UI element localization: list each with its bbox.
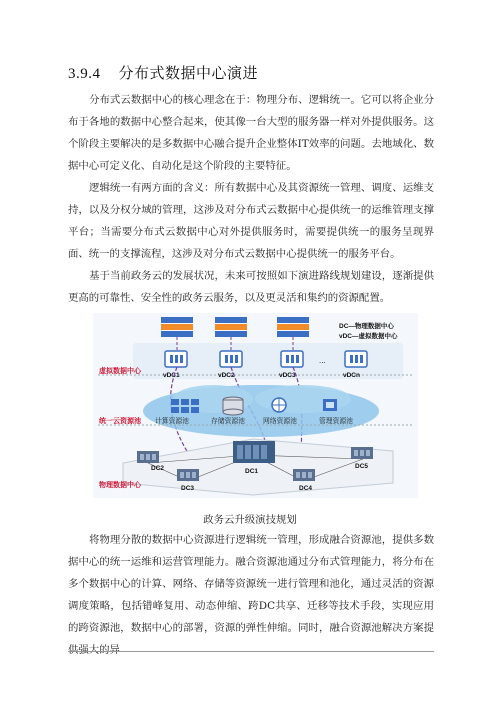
figure-caption: 政务云升级演技规划: [203, 514, 297, 526]
dc1-building: [233, 441, 275, 463]
dc-label-5: DC5: [355, 463, 369, 470]
vdc-label-n: vDCn: [343, 372, 360, 379]
layer-label-virtual: 虚拟数据中心: [99, 368, 141, 375]
pool-label-compute: 计算资源池: [155, 418, 189, 425]
server-stack-2: [215, 317, 247, 337]
management-pool-icon: [323, 399, 337, 411]
dc3-building: [177, 469, 199, 481]
dc2-building: [137, 451, 159, 463]
dc-label-4: DC4: [299, 485, 313, 492]
dc4-building: [293, 469, 315, 481]
vdc-icon-n: [345, 351, 367, 367]
legend-virtual: vDC—虚拟数据中心: [339, 333, 398, 340]
layer-label-physical: 物理数据中心: [99, 482, 141, 489]
vdc-icon-2: [220, 351, 242, 367]
vdc-label-1: vDC1: [163, 372, 180, 379]
paragraph-4: 将物理分散的数据中心资源进行逻辑统一管理，形成融合资源池，提供多数据中心的统一运维和运营管理能力。融合资源池通过分布式管理能力，将分布在多个数据中心的计算、网络、存储等资源统一进行管理和池化，通过灵活的资源调度策略，包括错峰复用、动态伸缩、跨DC共享、迁移等技术手段，实现应用的跨资源池，数据中心的部署，资源的弹性伸缩。同时，融合资源池解决方案提供强大的异: [68, 534, 434, 656]
network-pool-icon: [272, 398, 286, 412]
layer-label-pool: 统一云资源池: [99, 418, 141, 425]
vdc-label-3: vDC3: [279, 372, 296, 379]
vdc-label-2: vDC2: [218, 372, 235, 379]
paragraph-2: 逻辑统一有两方面的含义：所有数据中心及其资源统一管理、调度、运维支持，以及分权分域的管理，这涉及对分布式云数据中心提供统一的运维管理支撑平台；当需要分布式云数据中心对外提供服务时，需要提供统一的服务呈现界面、统一的支撑流程，这涉及对分布式云数据中心提供统一的服务平台。: [68, 182, 434, 260]
vdc-icon-1: [165, 351, 187, 367]
pool-label-network: 网络资源池: [263, 418, 297, 425]
dc-label-2: DC2: [151, 465, 165, 472]
pool-label-storage: 存储资源池: [211, 418, 245, 425]
page-bottom-rule: [68, 651, 434, 652]
paragraph-1: 分布式云数据中心的核心理念在于：物理分布、逻辑统一。它可以将企业分布于各地的数据中心整合起来，使其像一台大型的服务器一样对外提供服务。这个阶段主要解决的是多数据中心融合提升企业整体IT效率的问题。去地域化、数据中心可定义化、自动化是这个阶段的主要特征。: [68, 94, 434, 172]
vdc-ellipsis: ...: [319, 356, 326, 365]
vdc-icon-3: [281, 351, 303, 367]
paragraph-3: 基于当前政务云的发展状况，未来可按照如下演进路线规划建设，逐渐提供更高的可靠性、安全性的政务云服务，以及更灵活和集约的资源配置。: [68, 270, 434, 304]
dc-label-3: DC3: [181, 485, 195, 492]
legend-physical: DC—物理数据中心: [339, 323, 394, 330]
pool-label-management: 管理资源池: [319, 418, 353, 425]
section-title: 分布式数据中心演进: [118, 64, 259, 82]
section-heading: [68, 62, 258, 83]
server-stack-1: [161, 317, 193, 337]
storage-pool-icon: [223, 397, 243, 415]
server-stack-3: [277, 317, 309, 337]
section-number: 3.9.4: [68, 66, 101, 82]
dc-label-1: DC1: [245, 468, 259, 475]
dc5-building: [351, 447, 373, 459]
architecture-figure: [93, 313, 418, 498]
